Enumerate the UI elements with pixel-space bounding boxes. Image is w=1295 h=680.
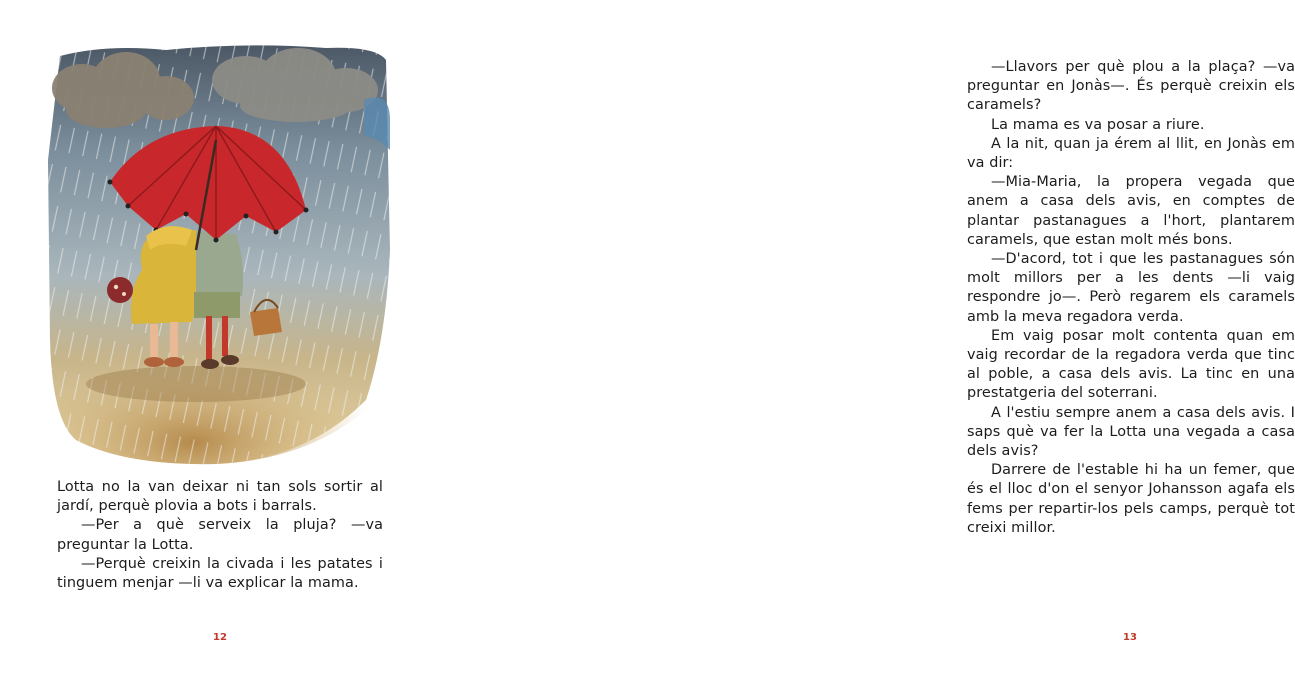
paragraph: Darrere de l'estable hi ha un femer, que és el lloc d'on el senyor Johansson agafa els fems per repartir-los pels camps, perquè tot creixi millor. bbox=[967, 462, 1295, 536]
page-number: 12 bbox=[213, 632, 227, 643]
paragraph: —Perquè creixin la civada i les patates i tinguem menjar —li va explicar la mama. bbox=[57, 555, 383, 592]
paragraph: Em vaig posar molt contenta quan em vaig recordar de la regadora verda que tinc al poble, a casa dels avis. La tinc en una prestatgeria del soterrani. bbox=[967, 327, 1295, 402]
page-number: 13 bbox=[1123, 632, 1137, 643]
paragraph: A l'estiu sempre anem a casa dels avis. I saps què va fer la Lotta una vegada a casa dels avis? bbox=[967, 404, 1295, 460]
paragraph: A la nit, quan ja érem al llit, en Jonàs em va dir: bbox=[967, 135, 1295, 172]
left-page-text bbox=[57, 478, 383, 593]
left-page bbox=[0, 0, 450, 680]
paragraph: —Llavors per què plou a la plaça? —va preguntar en Jonàs—. És perquè creixin els caramels? bbox=[967, 59, 1295, 114]
right-page-text bbox=[967, 58, 1295, 538]
paragraph: —D'acord, tot i que les pastanagues són molt millors per a les dents —li vaig respondre jo—. Però regarem els caramels amb la meva regadora verda. bbox=[967, 251, 1295, 325]
paragraph: La mama es va posar a riure. bbox=[991, 116, 1205, 133]
paragraph: —Mia-Maria, la propera vegada que anem a casa dels avis, en comptes de plantar pastanagues a l'hort, plantarem caramels, que estan molt més bons. bbox=[967, 174, 1295, 248]
rain-umbrella-illustration bbox=[46, 40, 392, 468]
paragraph: Lotta no la van deixar ni tan sols sortir al jardí, perquè plovia a bots i barrals. bbox=[57, 479, 383, 515]
right-page bbox=[450, 0, 1295, 680]
paragraph: —Per a què serveix la pluja? —va preguntar la Lotta. bbox=[57, 517, 383, 553]
